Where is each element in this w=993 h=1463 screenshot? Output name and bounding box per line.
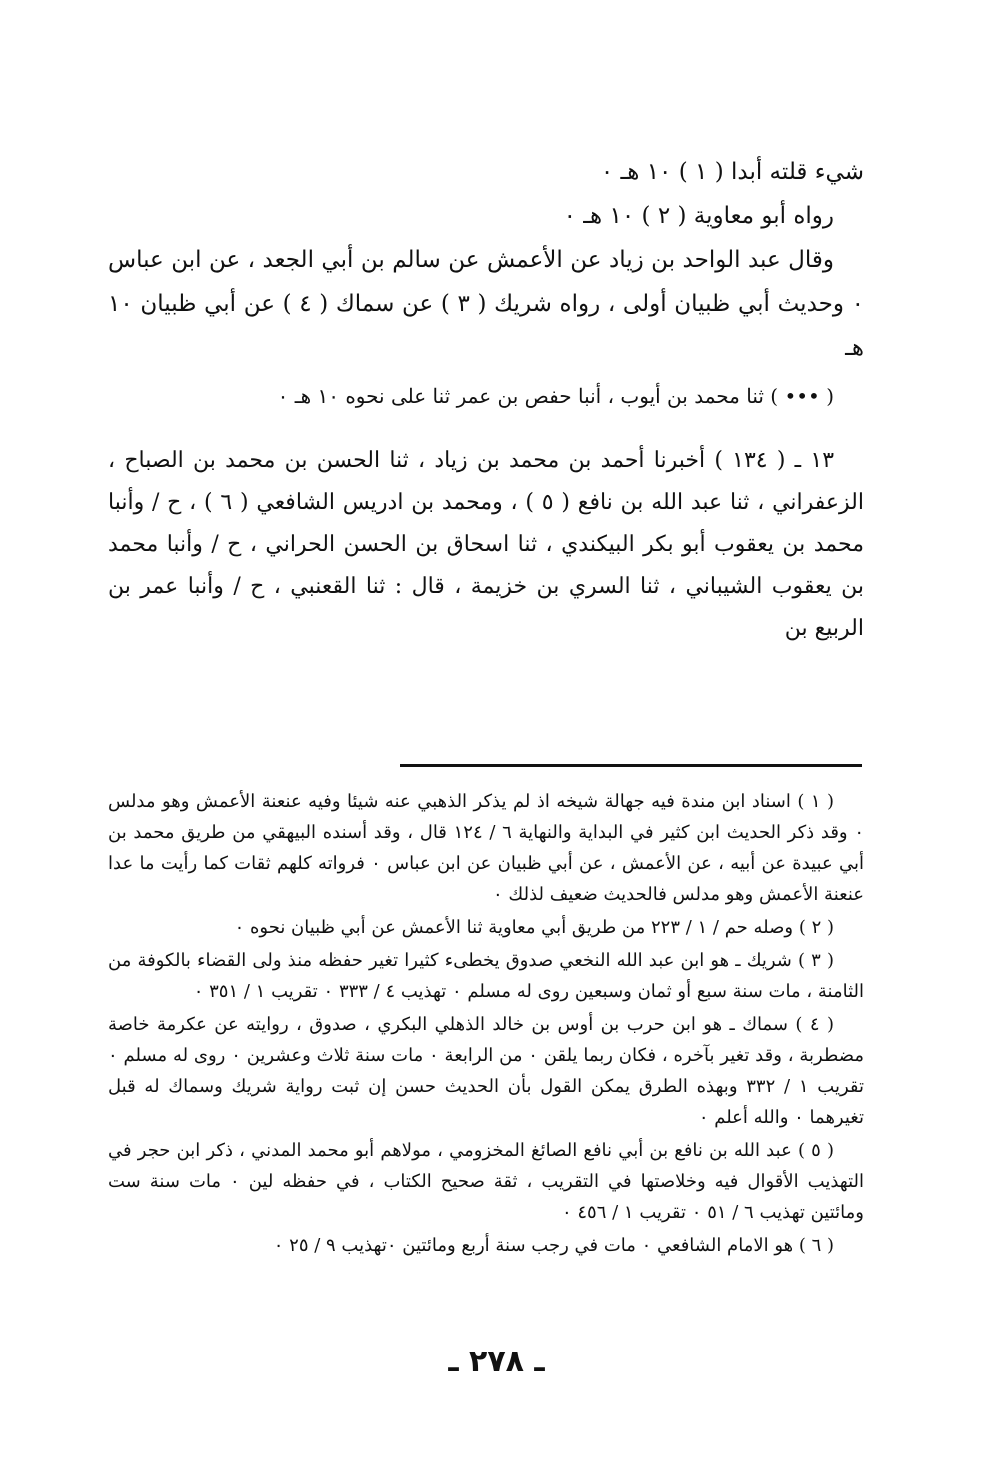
main-text-top bbox=[108, 150, 864, 370]
footnote-5: ( ٥ ) عبد الله بن نافع بن أبي نافع الصائغ المخزومي ، مولاهم أبو محمد المدني ، ذكر ابن حجر في التهذيب الأقوال فيه وخلاصتها في التقريب ، ثقة صحيح الكتاب ، في حفظه لين ٠ مات سنة ست ومائتين تهذيب ٦ / ٥١ ٠ تقريب ١ / ٤٥٦ ٠ bbox=[108, 1140, 864, 1223]
footnote-3: ( ٣ ) شريك ـ هو ابن عبد الله النخعي صدوق يخطىء كثيرا تغير حفظه منذ ولى القضاء بالكوفة من الثامنة ، مات سنة سبع أو ثمان وسبعين روى له مسلم ٠ تهذيب ٤ / ٣٣٣ ٠ تقريب ١ / ٣٥١ ٠ bbox=[108, 950, 864, 1002]
footnote-6: ( ٦ ) هو الامام الشافعي ٠ مات في رجب سنة أربع ومائتين ٠تهذيب ٩ / ٢٥ ٠ bbox=[273, 1235, 834, 1256]
footnote-2: ( ٢ ) وصله حم / ١ / ٢٢٣ من طريق أبي معاوية ثنا الأعمش عن أبي ظبيان نحوه ٠ bbox=[234, 917, 834, 938]
note-line: ( ••• ) ثنا محمد بن أيوب ، أنبا حفص بن عمر ثنا على نحوه ١٠ هـ ٠ bbox=[277, 384, 834, 408]
footnote-divider bbox=[400, 764, 862, 767]
footnotes bbox=[108, 786, 864, 1263]
hadith-text: ١٣ ـ ( ١٣٤ ) أخبرنا أحمد بن محمد بن زياد ، ثنا الحسن بن محمد بن الصباح ، الزعفراني ، ثنا عبد الله بن نافع ( ٥ ) ، ومحمد بن ادريس الشافعي ( ٦ ) ، ح / وأنبا محمد بن يعقوب أبو بكر البيكندي ، ثنا اسحاق بن الحسن الحراني ، ح / وأنبا محمد بن يعقوب الشيباني ، ثنا السري بن خزيمة ، قال : ثنا القعنبي ، ح / وأنبا عمر بن الربيع بن bbox=[108, 448, 864, 641]
text-line-2: رواه أبو معاوية ( ٢ ) ١٠ هـ ٠ bbox=[563, 203, 834, 229]
text-paragraph-1: وقال عبد الواحد بن زياد عن الأعمش عن سالم بن أبي الجعد ، عن ابن عباس ٠ وحديث أبي ظبيان أولى ، رواه شريك ( ٣ ) عن سماك ( ٤ ) عن أبي ظبيان ١٠ هـ bbox=[108, 247, 864, 361]
footnote-1: ( ١ ) اسناد ابن مندة فيه جهالة شيخه اذ لم يذكر الذهبي عنه شيئا وفيه عنعنة الأعمش وهو مدلس ٠ وقد ذكر الحديث ابن كثير في البداية والنهاية ٦ / ١٢٤ قال ، وقد أسنده البيهقي من طريق محمد بن أبي عبيدة عن أبيه ، عن الأعمش ، عن أبي ظبيان عن ابن عباس ٠ فرواته كلهم ثقات كما رأيت ما عدا عنعنة الأعمش وهو مدلس فالحديث ضعيف لذلك ٠ bbox=[108, 791, 864, 905]
hadith-paragraph bbox=[108, 440, 864, 650]
page-number: ـ ٢٧٨ ـ bbox=[448, 1344, 545, 1379]
text-line-1: شيء قلته أبدا ( ١ ) ١٠ هـ ٠ bbox=[600, 159, 864, 185]
footnote-4: ( ٤ ) سماك ـ هو ابن حرب بن أوس بن خالد الذهلي البكري ، صدوق ، روايته عن عكرمة خاصة مضطربة ، وقد تغير بآخره ، فكان ربما يلقن ٠ من الرابعة ٠ مات سنة ثلاث وعشرين ٠ روى له مسلم ٠ تقريب ١ / ٣٣٢ وبهذه الطرق يمكن القول بأن الحديث حسن إن ثبت رواية شريك وسماك له قبل تغيرهما ٠ والله أعلم ٠ bbox=[108, 1014, 865, 1128]
